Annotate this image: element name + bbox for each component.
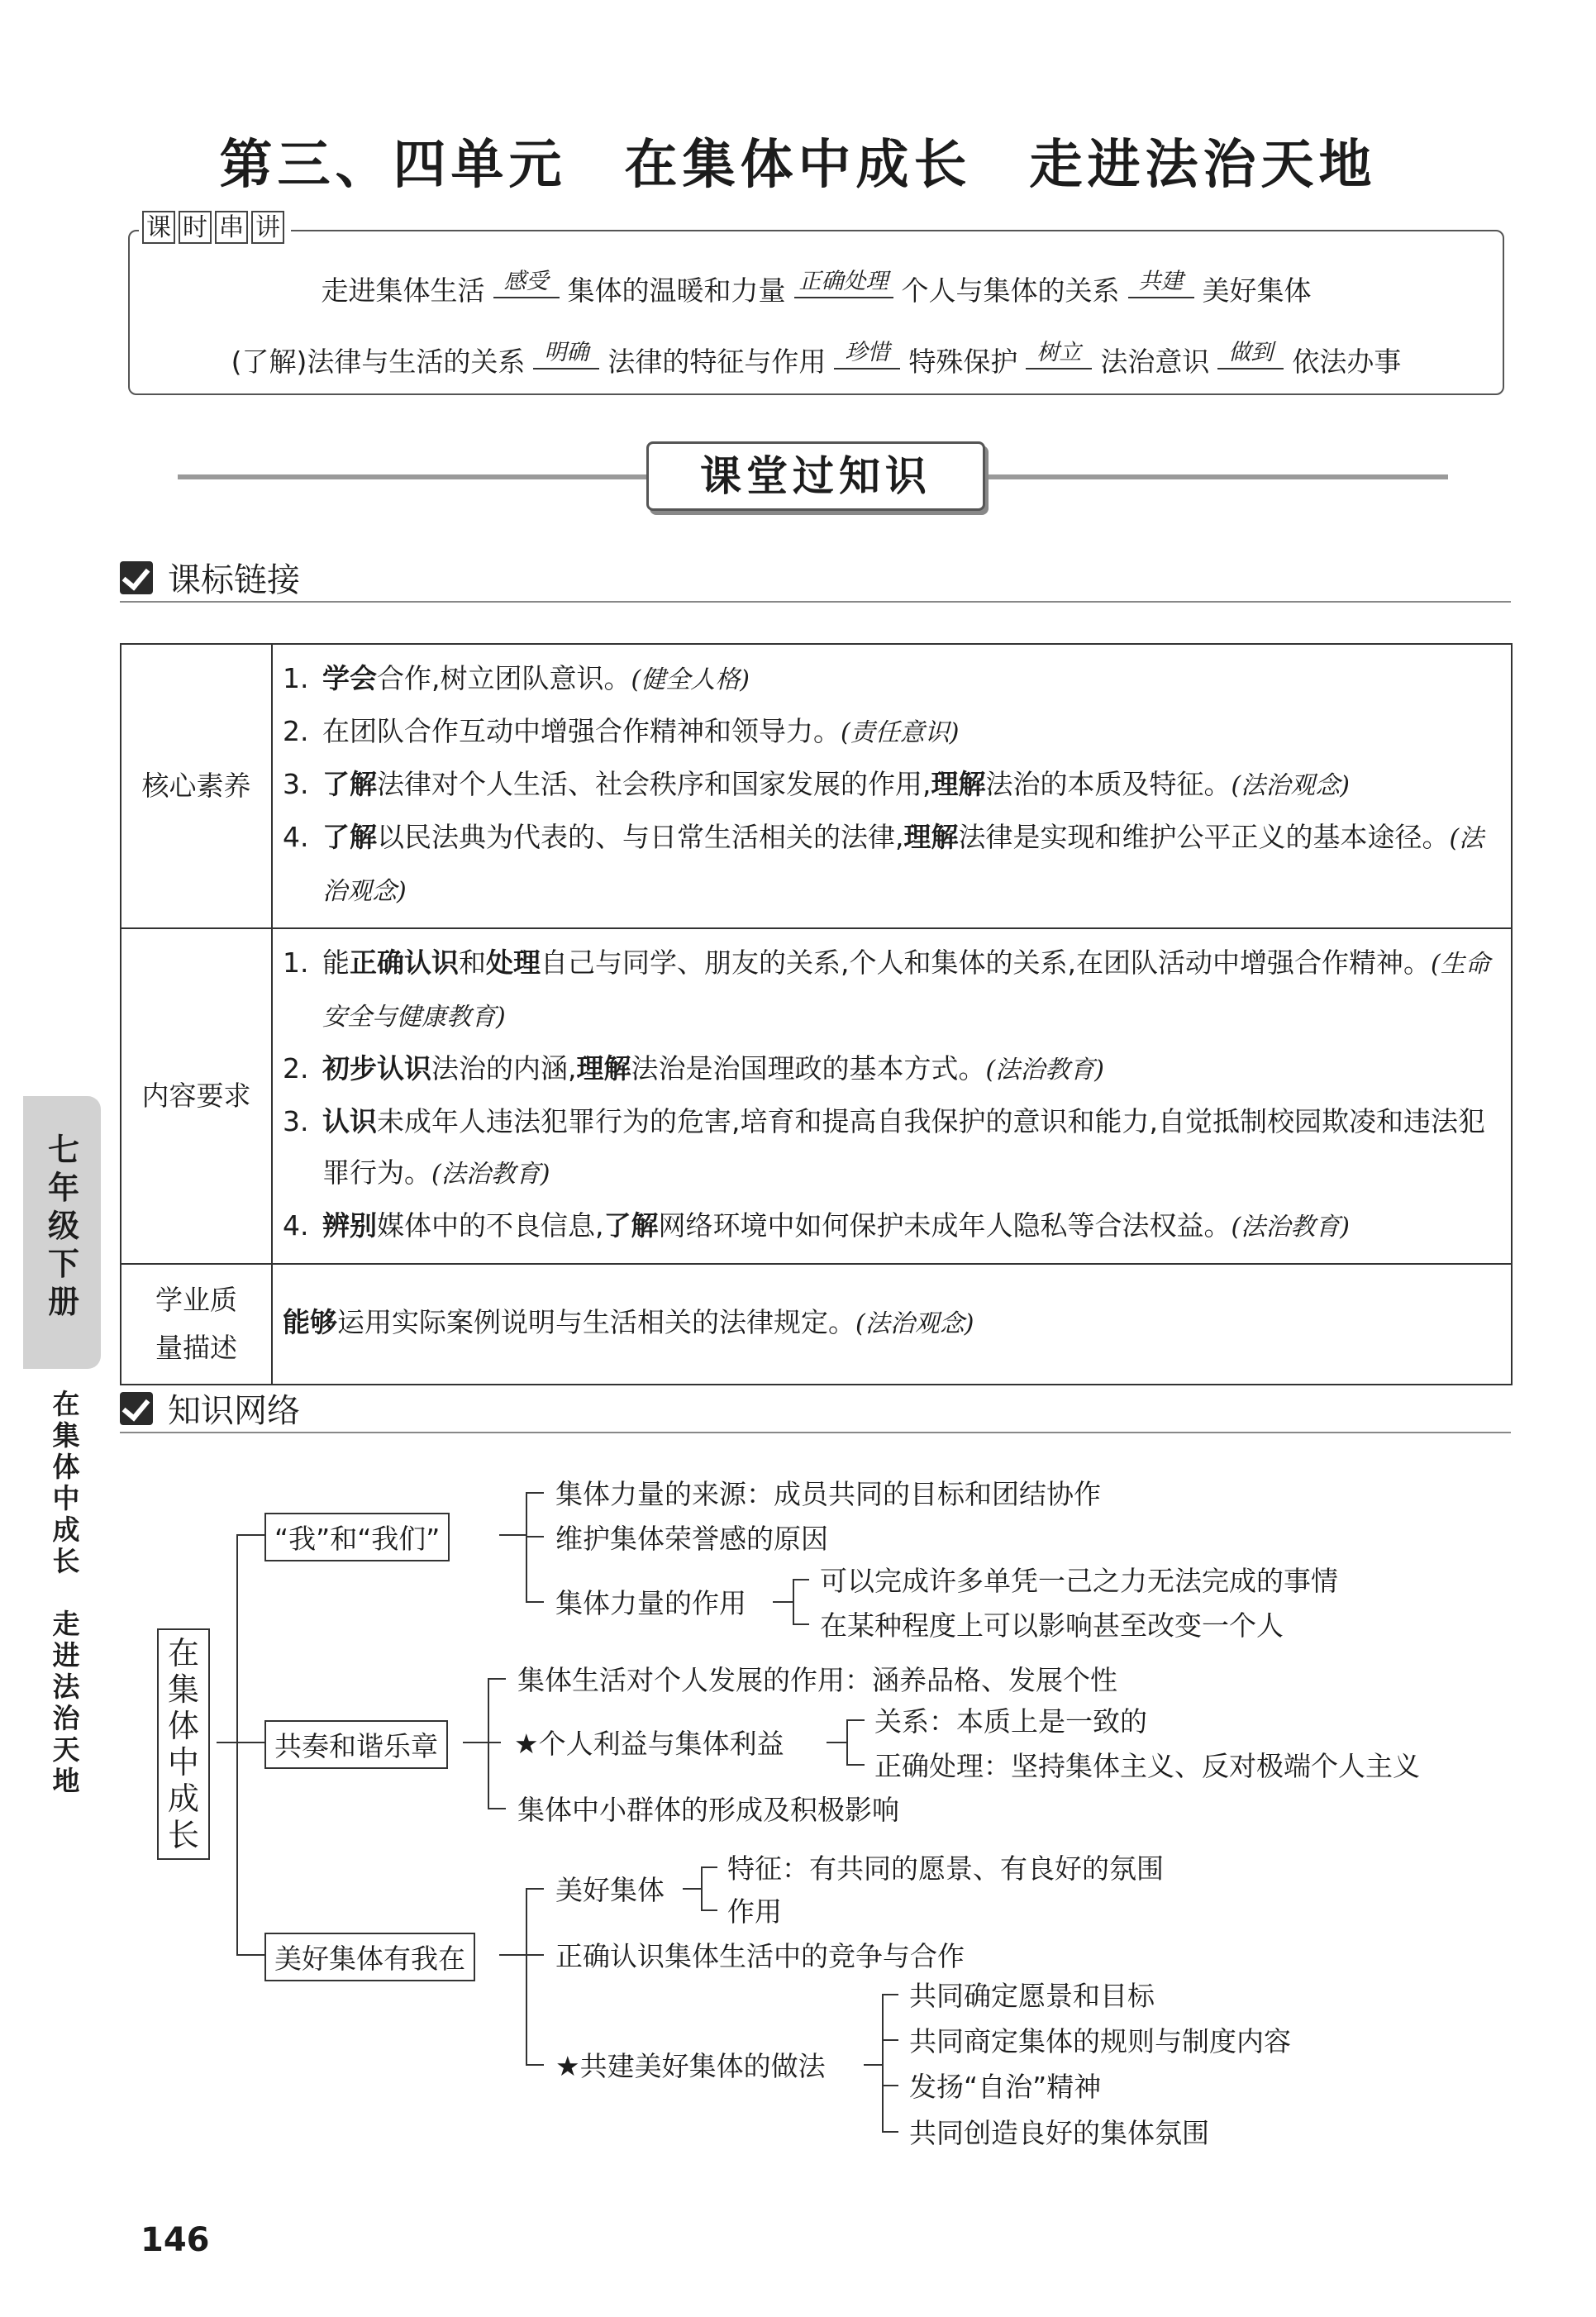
row-header-line: 量描述 (155, 1332, 237, 1364)
item-number: 4. (283, 821, 309, 853)
connector (701, 1866, 717, 1868)
item-number: 2. (283, 1052, 309, 1085)
checkbox-icon (120, 561, 153, 594)
item-number: 1. (283, 946, 309, 979)
mindmap-subitem: 特征：有共同的愿景、有良好的氛围 (727, 1852, 1164, 1885)
connector (488, 1808, 506, 1809)
table-row (121, 1264, 1512, 1385)
mindmap-subitem: 作用 (727, 1895, 782, 1928)
unit-char: 在 (52, 1388, 80, 1420)
keyword: 了解 (322, 821, 377, 853)
chain-link-line (1128, 297, 1194, 298)
unit-char: 天 (52, 1733, 80, 1766)
grade-char: 册 (47, 1284, 79, 1320)
chain-link-line (834, 368, 900, 369)
chain-link-label: 明确 (544, 340, 589, 365)
standards-table (120, 643, 1513, 1385)
item-number: 3. (283, 1105, 309, 1137)
list-item (283, 1043, 1501, 1096)
table-row (121, 644, 1512, 928)
connector (882, 1994, 884, 2133)
list-item (283, 1200, 1501, 1253)
tag-char: 讲 (251, 211, 284, 244)
keyword: 辨别 (322, 1209, 377, 1242)
connector (701, 1866, 703, 1911)
chain-link-line (493, 297, 560, 298)
connector (882, 2039, 898, 2041)
connector (864, 2064, 882, 2066)
lesson-chain-tag (139, 211, 291, 244)
table-row (121, 928, 1512, 1264)
tag-char: 课 (142, 211, 175, 244)
section-heading-standards (120, 554, 300, 601)
unit-char (50, 1577, 83, 1609)
item-tag: (生命安全与健康教育) (322, 950, 1490, 1032)
unit-char: 中 (52, 1482, 80, 1514)
chain-node: 走进集体生活 (321, 274, 485, 307)
connector (793, 1579, 809, 1580)
keyword: 理解 (576, 1052, 631, 1085)
connector (793, 1579, 794, 1625)
chain-link (1128, 263, 1194, 308)
mindmap-branch-2: 共奏和谐乐章 (264, 1720, 448, 1769)
connector (846, 1764, 865, 1766)
connector (683, 1888, 701, 1890)
item-text: 在团队合作互动中增强合作精神和领导力。 (322, 715, 841, 747)
chain-link (1217, 334, 1284, 379)
mindmap-subitem: 可以完成许多单凭一己之力无法完成的事情 (820, 1565, 1338, 1597)
mindmap-subitem: 共同创造良好的集体氛围 (909, 2117, 1209, 2149)
section-rule (120, 601, 1511, 603)
tag-char: 时 (179, 211, 212, 244)
connector (526, 1888, 544, 1890)
connector (526, 1954, 544, 1956)
keyword: 了解 (603, 1209, 659, 1242)
item-text: 法律对个人生活、社会秩序和国家发展的作用, (377, 768, 931, 800)
section-heading-text: 知识网络 (168, 1392, 300, 1430)
connector (526, 1492, 527, 1602)
checkbox-icon (120, 1392, 153, 1425)
item-number: 4. (283, 1209, 309, 1242)
mindmap-subitem: 正确处理：坚持集体主义、反对极端个人主义 (874, 1750, 1420, 1782)
unit-char: 长 (52, 1545, 80, 1577)
grade-char: 七 (47, 1132, 79, 1168)
row-body (272, 644, 1512, 928)
row-header: 内容要求 (121, 928, 272, 1264)
chain-node: 法律的特征与作用 (607, 346, 827, 378)
mindmap-item: 正确认识集体生活中的竞争与合作 (555, 1940, 965, 1972)
chain-link-label: 树立 (1036, 340, 1082, 365)
item-tag: (法治教育) (1231, 1213, 1350, 1242)
mindmap-subitem: 共同确定愿景和目标 (909, 1980, 1155, 2012)
chain-row-1 (132, 263, 1500, 308)
item-text: 法律是实现和维护公平正义的基本途径。 (958, 821, 1450, 853)
chain-link (834, 334, 900, 379)
page-title: 第三、四单元 在集体中成长 走进法治天地 (219, 135, 1377, 196)
item-number: 2. (283, 715, 309, 747)
unit-char: 法 (52, 1671, 80, 1703)
connector (526, 1492, 544, 1494)
connector (488, 1678, 489, 1809)
section-heading-text: 课标链接 (168, 561, 300, 599)
connector (882, 1994, 898, 1995)
unit-char: 体 (52, 1451, 80, 1483)
root-char: 集 (167, 1671, 199, 1708)
keyword: 认识 (322, 1105, 377, 1137)
mindmap-item: 集体力量的作用 (555, 1587, 746, 1619)
connector (499, 1954, 526, 1956)
chain-node: 美好集体 (1202, 274, 1312, 307)
connector (846, 1719, 865, 1721)
item-tag: (健全人格) (631, 665, 750, 694)
unit-side-label (50, 1389, 83, 1797)
item-text: 法治的内涵, (431, 1052, 577, 1085)
mindmap-item: ★共建美好集体的做法 (555, 2050, 826, 2082)
chain-link-line (533, 368, 599, 369)
root-char: 在 (167, 1635, 199, 1671)
item-text: 运用实际案例说明与生活相关的法律规定。 (337, 1306, 855, 1338)
root-char: 成 (167, 1781, 199, 1817)
connector (236, 1742, 264, 1743)
connector (526, 2064, 544, 2066)
item-tag: (法治教育) (985, 1056, 1104, 1085)
keyword: 了解 (322, 768, 377, 800)
connector (463, 1742, 488, 1743)
chain-link-label: 感受 (503, 269, 549, 294)
mindmap-root (157, 1628, 210, 1860)
section-banner: 课堂过知识 (646, 441, 985, 511)
keyword: 处理 (486, 946, 541, 979)
item-text: 法治是治国理政的基本方式。 (631, 1052, 986, 1085)
unit-char: 成 (52, 1514, 80, 1546)
banner-line-right (985, 474, 1448, 479)
row-body (272, 1264, 1512, 1385)
list-item (283, 812, 1501, 918)
chain-node: 法治意识 (1100, 346, 1210, 378)
connector (701, 1909, 717, 1911)
list-item (283, 1096, 1501, 1200)
keyword: 初步认识 (322, 1052, 431, 1085)
chain-node: 个人与集体的关系 (901, 274, 1120, 307)
connector (526, 1601, 544, 1603)
item-text: 未成年人违法犯罪行为的危害,培育和提高自我保护的意识和能力,自觉抵制校园欺凌和违法犯罪行为。 (322, 1105, 1485, 1189)
chain-link (1026, 334, 1092, 379)
item-text: 合作,树立团队意识。 (377, 662, 631, 694)
keyword: 学会 (322, 662, 377, 694)
item-text: 能 (322, 946, 350, 979)
chain-node: 集体的温暖和力量 (567, 274, 786, 307)
list-item (283, 759, 1501, 812)
chain-link-label: 共建 (1138, 269, 1184, 294)
chain-link (493, 263, 560, 308)
connector (827, 1742, 846, 1743)
connector (488, 1742, 501, 1743)
item-text: 自己与同学、朋友的关系,个人和集体的关系,在团队活动中增强合作精神。 (541, 946, 1431, 979)
tag-char: 串 (215, 211, 248, 244)
keyword: 正确认识 (350, 946, 459, 979)
row-header (121, 1264, 272, 1385)
connector (236, 1954, 264, 1956)
mindmap-subitem: 关系：本质上是一致的 (874, 1705, 1147, 1738)
chain-link-line (794, 297, 893, 298)
item-text: 媒体中的不良信息, (377, 1209, 604, 1242)
connector (526, 1888, 527, 2065)
unit-char: 集 (52, 1419, 80, 1452)
chain-link-label: 珍惜 (845, 340, 890, 365)
page-number: 146 (141, 2221, 210, 2259)
item-text: 网络环境中如何保护未成年人隐私等合法权益。 (658, 1209, 1232, 1242)
item-tag: (法治观念) (1231, 771, 1350, 800)
item-text: 法治的本质及特征。 (985, 768, 1232, 800)
mindmap-item: 集体力量的来源：成员共同的目标和团结协作 (555, 1478, 1101, 1510)
chain-link-label: 做到 (1228, 340, 1274, 365)
connector (236, 1534, 238, 1954)
chain-node: 依法办事 (1292, 346, 1402, 378)
chain-link-label: 正确处理 (798, 269, 889, 294)
item-number: 3. (283, 768, 309, 800)
mindmap-item: ★个人利益与集体利益 (514, 1728, 784, 1760)
mindmap-subitem: 发扬“自治”精神 (909, 2071, 1102, 2103)
keyword: 理解 (903, 821, 959, 853)
chain-node: 特殊保护 (908, 346, 1018, 378)
list-item (283, 1297, 1501, 1350)
connector (846, 1719, 848, 1766)
list-item (283, 937, 1501, 1043)
item-tag: (法治观念) (855, 1309, 974, 1338)
chain-node: (了解)法律与生活的关系 (231, 346, 526, 378)
mindmap-subitem: 共同商定集体的规则与制度内容 (909, 2025, 1291, 2057)
chain-link (794, 263, 893, 308)
item-tag: (法治观念) (322, 824, 1484, 906)
chain-link-line (1026, 368, 1092, 369)
chain-link-line (1217, 368, 1284, 369)
root-char: 中 (167, 1744, 199, 1781)
unit-char: 走 (52, 1608, 80, 1640)
row-body (272, 928, 1512, 1264)
connector (882, 2085, 898, 2086)
unit-char: 治 (52, 1702, 80, 1734)
keyword: 能够 (283, 1306, 337, 1338)
item-number: 1. (283, 662, 309, 694)
grade-label (43, 1131, 84, 1321)
connector (773, 1601, 793, 1603)
section-rule (120, 1432, 1511, 1433)
row-header: 核心素养 (121, 644, 272, 928)
connector (217, 1742, 238, 1743)
root-char: 体 (167, 1708, 199, 1744)
connector (236, 1534, 264, 1536)
item-text: 和 (459, 946, 486, 979)
list-item (283, 653, 1501, 706)
connector (499, 1534, 526, 1536)
connector (488, 1678, 506, 1680)
connector (793, 1623, 809, 1625)
keyword: 理解 (931, 768, 986, 800)
mindmap-item: 集体中小群体的形成及积极影响 (517, 1794, 899, 1826)
grade-char: 下 (47, 1246, 79, 1282)
item-tag: (责任意识) (841, 718, 960, 747)
item-text: 以民法典为代表的、与日常生活相关的法律, (377, 821, 904, 853)
section-heading-network (120, 1385, 300, 1432)
mindmap-subitem: 在某种程度上可以影响甚至改变一个人 (820, 1609, 1284, 1642)
item-tag: (法治教育) (431, 1160, 550, 1189)
chain-row-2 (132, 334, 1500, 379)
grade-char: 年 (47, 1170, 79, 1206)
row-header-line: 学业质 (155, 1284, 237, 1316)
list-item (283, 706, 1501, 759)
grade-char: 级 (47, 1208, 79, 1244)
root-char: 长 (167, 1817, 199, 1853)
mindmap-item: 集体生活对个人发展的作用：涵养品格、发展个性 (517, 1664, 1117, 1696)
unit-char: 进 (52, 1639, 80, 1671)
unit-char: 地 (52, 1765, 80, 1797)
banner-line-left (178, 474, 649, 479)
connector (526, 1536, 544, 1538)
mindmap-item: 维护集体荣誉感的原因 (555, 1523, 828, 1555)
mindmap-branch-3: 美好集体有我在 (264, 1933, 475, 1981)
mindmap-branch-1: “我”和“我们” (264, 1513, 450, 1561)
chain-link (533, 334, 599, 379)
connector (882, 2131, 898, 2133)
mindmap-item: 美好集体 (555, 1874, 665, 1906)
